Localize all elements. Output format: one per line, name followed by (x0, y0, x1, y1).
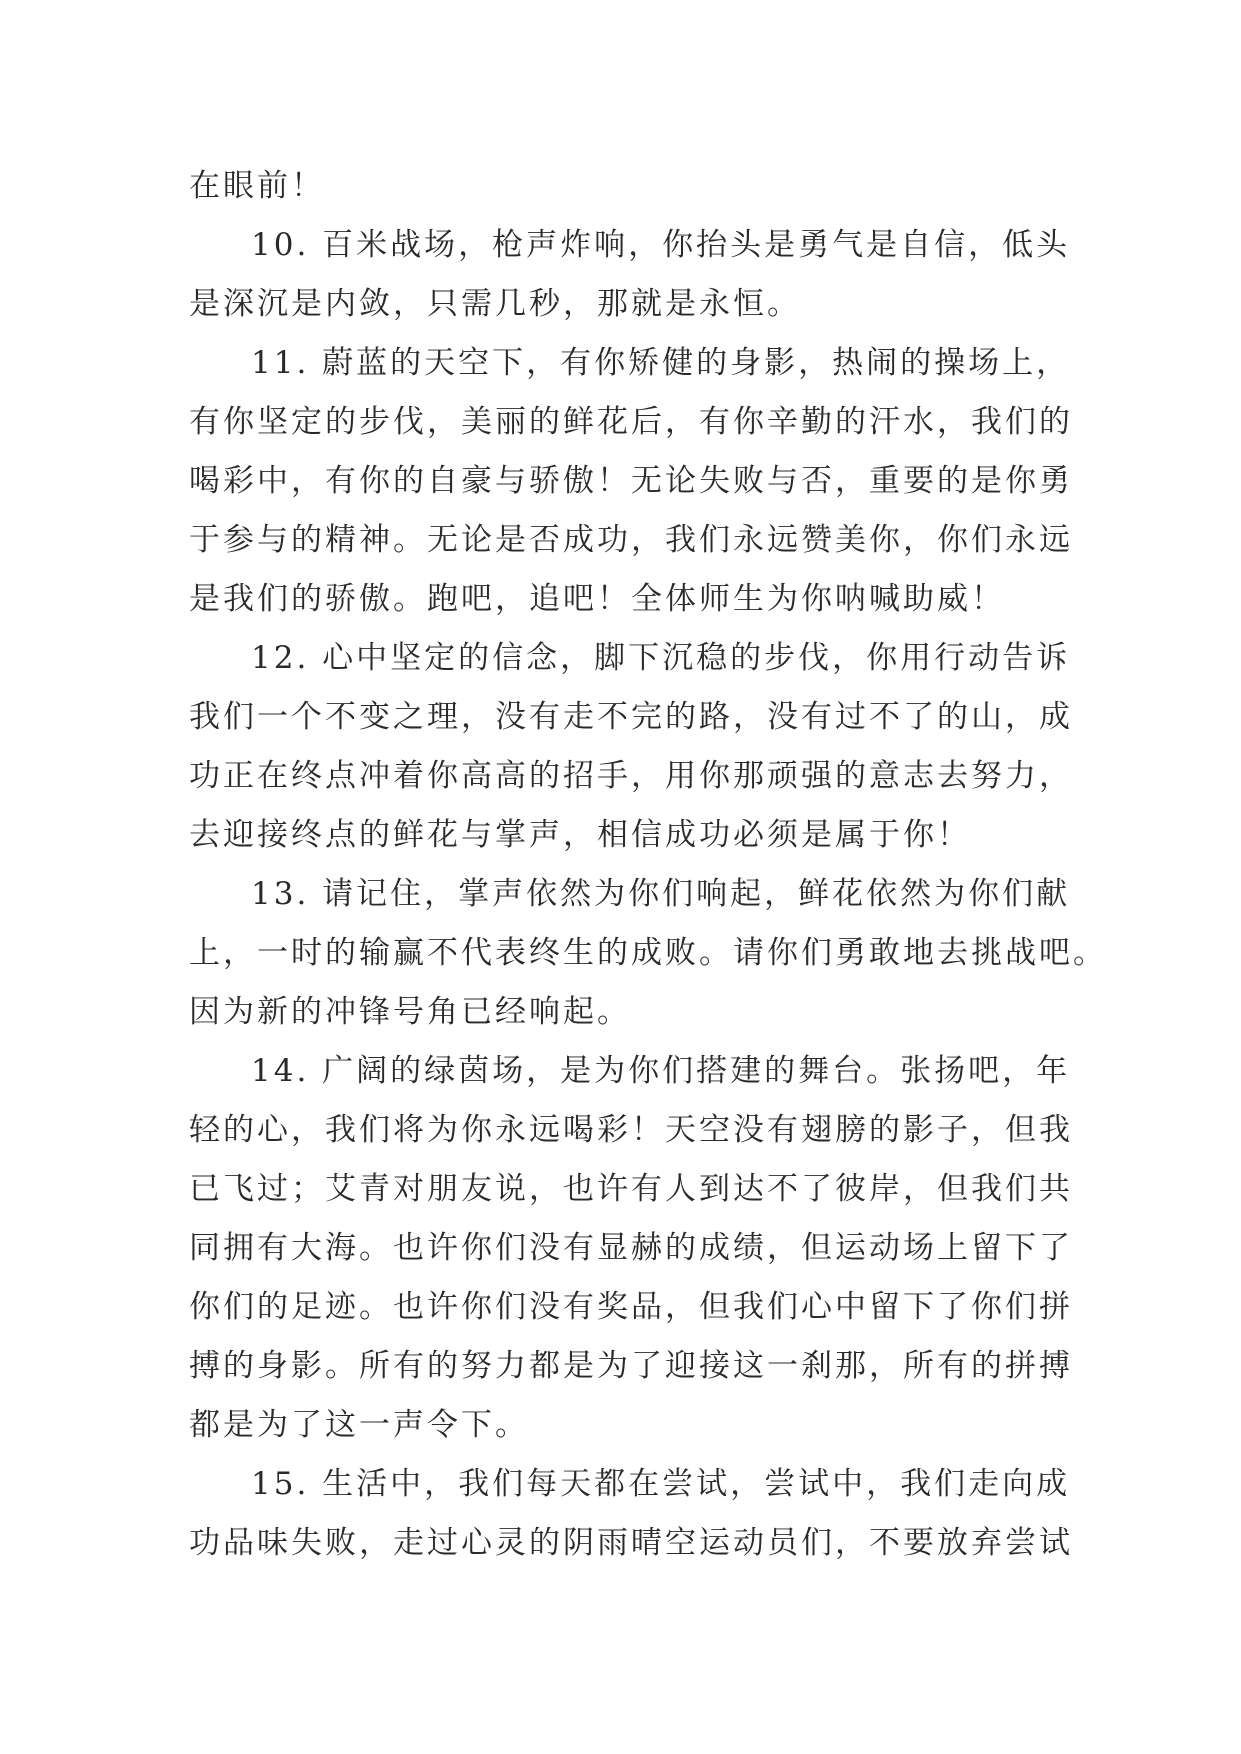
text-line: 有你坚定的步伐，美丽的鲜花后，有你辛勤的汗水，我们的 (189, 404, 1073, 440)
text-line: 喝彩中，有你的自豪与骄傲！无论失败与否，重要的是你勇 (189, 463, 1073, 499)
text-line: 上，一时的输赢不代表终生的成败。请你们勇敢地去挑战吧。 (189, 935, 1107, 971)
text-line: 是我们的骄傲。跑吧，追吧！全体师生为你呐喊助威！ (189, 581, 1005, 617)
text-line: 去迎接终点的鲜花与掌声，相信成功必须是属于你！ (189, 817, 971, 853)
text-line: 都是为了这一声令下。 (189, 1407, 529, 1443)
text-line: 10. 百米战场，枪声炸响，你抬头是勇气是自信，低头 (251, 227, 1071, 263)
text-line: 功正在终点冲着你高高的招手，用你那顽强的意志去努力， (189, 758, 1073, 794)
text-line: 轻的心，我们将为你永远喝彩！天空没有翅膀的影子，但我 (189, 1112, 1073, 1148)
text-line: 在眼前！ (189, 168, 325, 204)
text-line: 我们一个不变之理，没有走不完的路，没有过不了的山，成 (189, 699, 1073, 735)
text-line: 于参与的精神。无论是否成功，我们永远赞美你，你们永远 (189, 522, 1073, 558)
text-line: 11. 蔚蓝的天空下，有你矫健的身影，热闹的操场上， (251, 345, 1071, 381)
text-line: 12. 心中坚定的信念，脚下沉稳的步伐，你用行动告诉 (251, 640, 1071, 676)
text-line: 功品味失败，走过心灵的阴雨晴空运动员们，不要放弃尝试 (189, 1525, 1073, 1561)
text-line: 搏的身影。所有的努力都是为了迎接这一刹那，所有的拼搏 (189, 1348, 1073, 1384)
text-line: 同拥有大海。也许你们没有显赫的成绩，但运动场上留下了 (189, 1230, 1073, 1266)
text-line: 14. 广阔的绿茵场，是为你们搭建的舞台。张扬吧，年 (251, 1053, 1071, 1089)
text-line: 你们的足迹。也许你们没有奖品，但我们心中留下了你们拼 (189, 1289, 1073, 1325)
text-line: 15. 生活中，我们每天都在尝试，尝试中，我们走向成 (251, 1466, 1071, 1502)
text-line: 已飞过；艾青对朋友说，也许有人到达不了彼岸，但我们共 (189, 1171, 1073, 1207)
text-line: 因为新的冲锋号角已经响起。 (189, 994, 631, 1030)
text-line: 13. 请记住，掌声依然为你们响起，鲜花依然为你们献 (251, 876, 1071, 912)
text-line: 是深沉是内敛，只需几秒，那就是永恒。 (189, 286, 801, 322)
body-text (189, 157, 1107, 1573)
